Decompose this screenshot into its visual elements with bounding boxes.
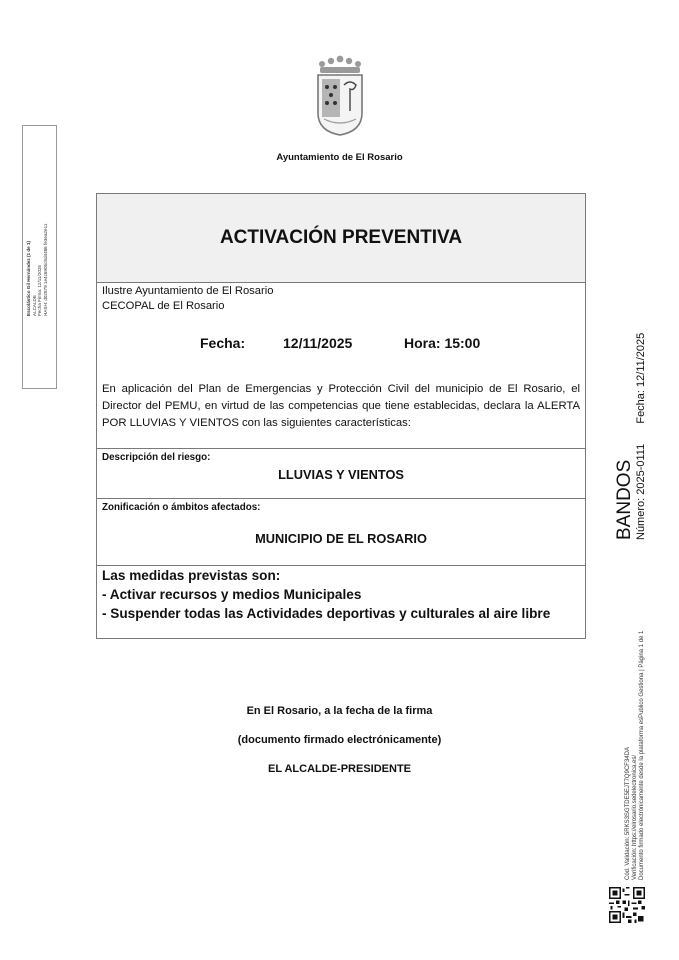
place-date: En El Rosario, a la fecha de la firma [246, 705, 433, 717]
declaration-paragraph: En aplicación del Plan de Emergencias y Protección Civil del municipio de El Rosario, el Director del PEMU, en virtud de las competencias que tiene establecidas, declara la ALERTA POR LLUVIAS Y VIENTOS con las siguientes características: [102, 383, 580, 429]
registry-number: Número: 2025-0111 [635, 443, 647, 540]
measures-cell [97, 566, 585, 638]
date-value: 12/11/2025 [283, 335, 353, 351]
risk-value: LLUVIAS Y VIENTOS [278, 467, 404, 482]
document-title: ACTIVACIÓN PREVENTIVA [219, 227, 463, 248]
risk-label: Descripción del riesgo: [102, 452, 211, 463]
measures-title: Las medidas previstas son: [102, 568, 281, 583]
coat-of-arms-icon [314, 55, 366, 137]
measure-item: - Suspender todas las Actividades deportivas y culturales al aire libre [102, 606, 551, 621]
verification-url[interactable]: Verificación: https://elrosario.sedelectronica.es/ [632, 754, 638, 880]
validation-code: Cód. Validación: 5RKS3SGTDE5EJT7Q9CF34DA [625, 747, 631, 880]
platform-note: Documento firmado electrónicamente desde la plataforma esPublico Gestiona | Página 1 de 1 [639, 630, 645, 880]
intro-cell [97, 283, 585, 449]
document-title-cell [97, 194, 585, 283]
registry-number-date [635, 333, 648, 540]
risk-cell [97, 449, 585, 499]
signature-stamp [22, 125, 57, 389]
registry-date: Fecha: 12/11/2025 [635, 332, 647, 424]
issuer-line-1: Ilustre Ayuntamiento de El Rosario [102, 285, 274, 297]
signed-note: (documento firmado electrónicamente) [237, 734, 442, 746]
registry-book: BANDOS [614, 459, 635, 540]
stamp-signer: Escolástico Gil Hernández (1 de 1) [26, 240, 31, 316]
signer-title: EL ALCALDE-PRESIDENTE [267, 763, 411, 775]
qr-code-icon [609, 887, 645, 923]
measure-item: - Activar recursos y medios Municipales [102, 587, 362, 602]
date-label: Fecha: [200, 335, 246, 351]
time-value: Hora: 15:00 [404, 335, 481, 351]
zone-cell [97, 499, 585, 566]
stamp-hash: HASH: d02879 1e4c6905c8d4486 fe3ea2e11 [42, 223, 48, 316]
zone-value: MUNICIPIO DE EL ROSARIO [255, 531, 427, 546]
verification-block [625, 631, 646, 880]
issuer-line-2: CECOPAL de El Rosario [102, 300, 225, 312]
document-table [96, 193, 586, 639]
zone-label: Zonificación o ámbitos afectados: [102, 502, 261, 513]
stamp-role: ALCALDE [31, 295, 37, 316]
stamp-date: Fecha Firma: 12/11/2025 [37, 265, 42, 316]
organization-name: Ayuntamiento de El Rosario [276, 152, 403, 163]
registry-stamp [615, 333, 648, 540]
